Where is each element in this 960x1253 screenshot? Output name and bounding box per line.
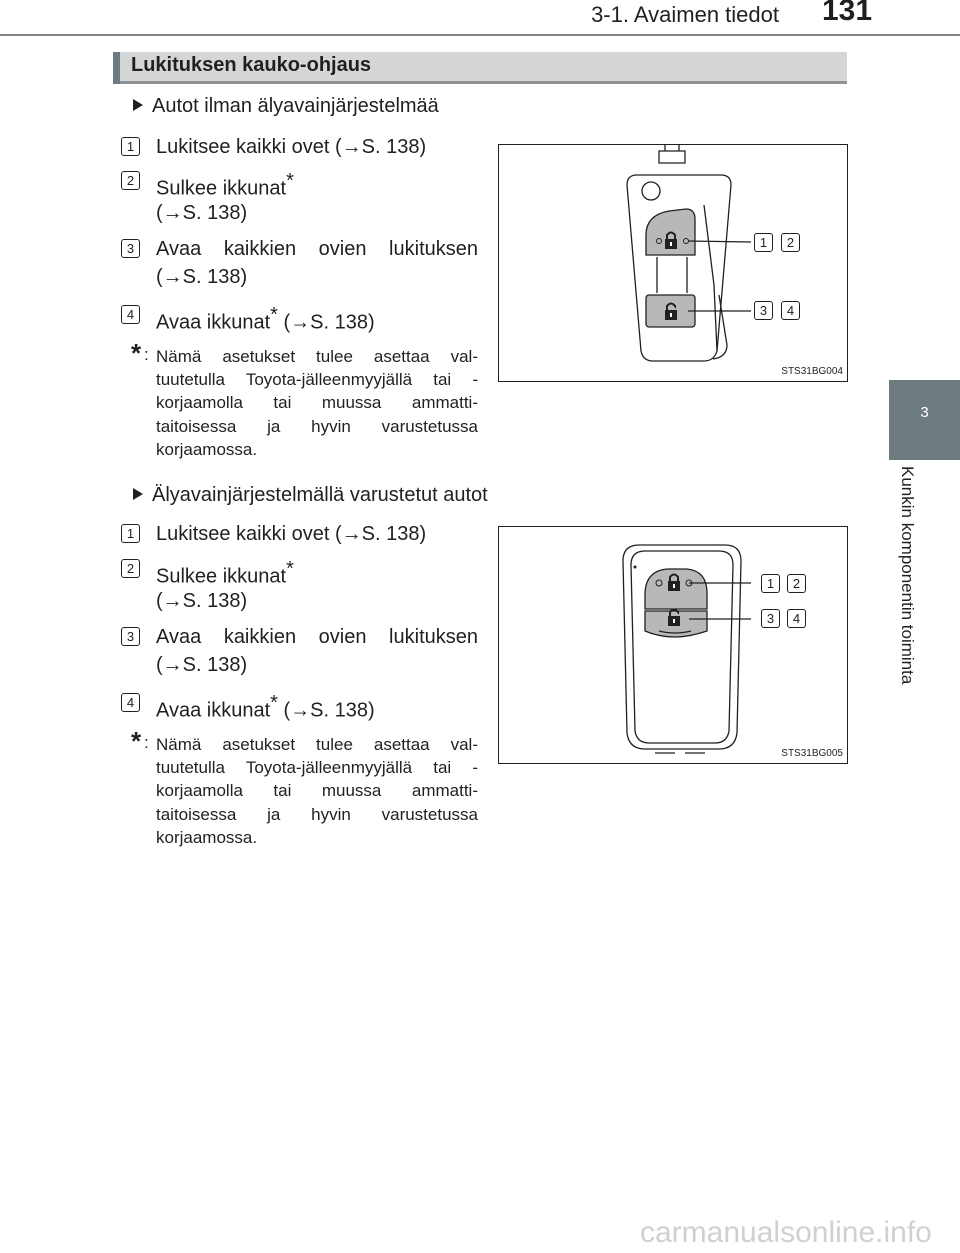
asterisk: *	[270, 692, 278, 714]
page-number: 131	[822, 0, 873, 27]
item-text: Avaa kaikkien ovien lukituksen	[156, 626, 478, 648]
asterisk: *	[286, 170, 294, 192]
item-text-cont: (→S. 138)	[156, 590, 248, 612]
figure-key-remote	[498, 144, 848, 382]
callout-2: 2	[781, 233, 800, 252]
chapter-tab-label: Kunkin komponentin toiminta	[898, 466, 917, 685]
item-number: 1	[121, 137, 140, 156]
callout-3: 3	[754, 301, 773, 320]
smart-key-illustration	[499, 527, 847, 763]
callout-1: 1	[754, 233, 773, 252]
callout-4: 4	[781, 301, 800, 320]
item-number: 4	[121, 305, 140, 324]
item-text: Sulkee ikkunat*	[156, 558, 294, 588]
callout-4: 4	[787, 609, 806, 628]
group-heading: Autot ilman älyavainjärjestelmää	[133, 95, 439, 118]
item-text: Sulkee ikkunat*	[156, 170, 294, 200]
callout-3: 3	[761, 609, 780, 628]
item-number: 4	[121, 693, 140, 712]
asterisk: *	[270, 304, 278, 326]
footnote-colon: :	[144, 733, 149, 752]
asterisk: *	[286, 558, 294, 580]
item-number: 3	[121, 239, 140, 258]
item-number: 2	[121, 171, 140, 190]
callout-1: 1	[761, 574, 780, 593]
item-number: 2	[121, 559, 140, 578]
item-text: Avaa kaikkien ovien lukituksen	[156, 238, 478, 260]
chapter-tab-number: 3	[920, 404, 929, 421]
section-header-accent	[113, 52, 120, 84]
header-rule	[0, 34, 960, 36]
watermark: carmanualsonline.info	[640, 1216, 932, 1249]
figure-label: STS31BG004	[781, 366, 843, 377]
bullet-triangle-icon	[133, 488, 143, 500]
item-number: 3	[121, 627, 140, 646]
callout-2: 2	[787, 574, 806, 593]
item-text-cont: (→S. 138)	[156, 266, 248, 288]
footnote-text: Nämä asetukset tulee asettaa val-tuutetulla Toyota-jälleenmyyjällä tai -korjaamolla tai muussa ammatti-taitoisessa ja hyvin varustetussa korjaamossa.	[156, 347, 478, 459]
footnote-colon: :	[144, 345, 149, 364]
item-text: Lukitsee kaikki ovet (→S. 138)	[156, 136, 427, 158]
footnote-asterisk: *	[131, 726, 142, 756]
figure-smart-key	[498, 526, 848, 764]
item-text-cont: (→S. 138)	[156, 202, 248, 224]
item-text: Avaa ikkunat* (→S. 138)	[156, 304, 375, 334]
item-number: 1	[121, 524, 140, 543]
bullet-triangle-icon	[133, 99, 143, 111]
figure-label: STS31BG005	[781, 748, 843, 759]
section-title: Lukituksen kauko-ohjaus	[131, 54, 372, 76]
item-text: Lukitsee kaikki ovet (→S. 138)	[156, 523, 427, 545]
footnote-asterisk: *	[131, 338, 142, 368]
key-fob-illustration	[499, 145, 847, 381]
chapter-title: 3-1. Avaimen tiedot	[591, 2, 779, 27]
footnote-text: Nämä asetukset tulee asettaa val-tuutetulla Toyota-jälleenmyyjällä tai -korjaamolla tai muussa ammatti-taitoisessa ja hyvin varustetussa korjaamossa.	[156, 735, 478, 847]
item-text-cont: (→S. 138)	[156, 654, 248, 676]
group-heading: Älyavainjärjestelmällä varustetut autot	[133, 484, 488, 507]
item-text: Avaa ikkunat* (→S. 138)	[156, 692, 375, 722]
